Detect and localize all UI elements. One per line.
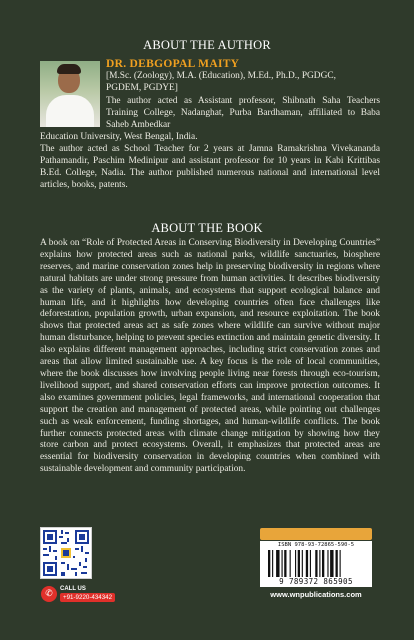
qr-code-icon[interactable] [40, 527, 92, 579]
call-us-label: CALL US [60, 586, 86, 592]
about-book-heading: ABOUT THE BOOK [151, 221, 263, 235]
barcode-bars [268, 550, 364, 577]
isbn-barcode [260, 541, 372, 587]
website-link[interactable]: www.wnpublications.com [270, 590, 362, 599]
author-bio-part1: The author acted as Assistant professor, Shibnath Saha Teachers Training College, Nadanghat, Purba Bardhaman, affiliated to Baba Saheb Ambedkar [106, 96, 380, 130]
author-qualifications: [M.Sc. (Zoology), M.A. (Education), M.Ed., Ph.D., PGDGC, PGDEM, PGDYE] [106, 71, 336, 93]
author-photo [40, 61, 100, 127]
book-description: A book on “Role of Protected Areas in Conserving Biodiversity in Developing Countries” explains how protected areas such as national parks, wildlife sanctuaries, biosphere reserves, and marine conservation zones help in preserving biodiversity in regions where natural habitats are under strong pressure from human activities. It describes biodiversity as the variety of plants, animals, and ecosystems that support ecological balance and human life, and it highlights how developing countries often face challenges like deforestation, population growth, urban expansion, and resource exploitation. The book shows that protected areas act as safe zones where wildlife can survive without major human disturbance, helping to prevent species extinction and maintain genetic diversity. It also explains different management approaches, including strict conservation zones and areas that allow limited sustainable use. A key focus is the role of local communities, where the book discusses how involving people living near forests through eco-tourism, livelihood support, and shared conservation efforts can improve protection outcomes. It also examines government policies, legal frameworks, and international cooperation that support the creation and management of protected areas, while pointing out challenges such as weak enforcement, funding shortages, and human-wildlife conflicts. The book further connects protected areas with climate change mitigation by showing how they store carbon and protect ecosystems. Overall, it emphasizes that protected areas are essential for biodiversity conservation in developing countries when combined with sustainable development and community participation. [40, 238, 380, 475]
phone-number[interactable]: +91-9220-434342 [60, 593, 115, 602]
author-bio-part3: The author acted as School Teacher for 2 years at Jamna Ramakrishna Vivekananda Pathamandir, Paschim Medinipur and assistant professor for 10 years in Kabi Krittibas B.Ed. College, Nadia. The author published numerous national and international level articles, books, patents. [40, 144, 380, 190]
author-name: DR. DEBGOPAL MAITY [106, 58, 240, 70]
isbn-text: ISBN 978-93-72865-590-5 [277, 542, 355, 548]
about-author-heading: ABOUT THE AUTHOR [143, 38, 271, 52]
call-us-badge[interactable] [41, 586, 115, 602]
isbn-digits: 9 789372 865905 [279, 577, 353, 586]
phone-icon: ✆ [41, 586, 57, 602]
author-bio-part2: Education University, West Bengal, India. [40, 132, 198, 142]
price-bar [260, 528, 372, 540]
